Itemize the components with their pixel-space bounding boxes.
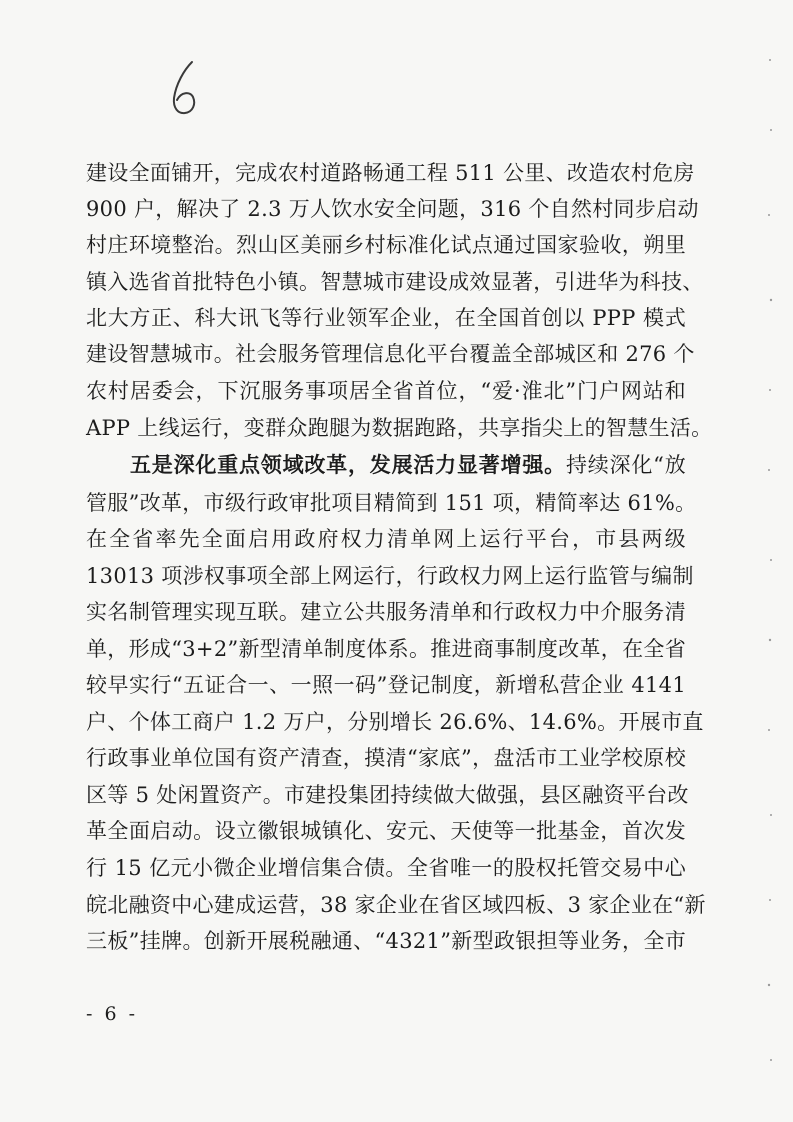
section-heading-continuation: 持续深化“放	[565, 453, 686, 477]
text-line: 北大方正、科大讯飞等行业领军企业，在全国首创以 PPP 模式	[86, 306, 686, 330]
text-line: 建设智慧城市。社会服务管理信息化平台覆盖全部城区和 276 个	[86, 342, 695, 366]
text-line: APP 上线运行，变群众跑腿为数据跑路，共享指尖上的智慧生活。	[86, 416, 713, 440]
text-line: 农村居委会，下沉服务事项居全省首位，“爱·淮北”门户网站和	[86, 379, 686, 403]
text-line: 皖北融资中心建成运营，38 家企业在省区域四板、3 家企业在“新	[86, 893, 706, 917]
text-line: 在全省率先全面启用政府权力清单网上运行平台，市县两级	[86, 527, 686, 551]
page-number: - 6 -	[86, 1003, 139, 1025]
text-line: 户、个体工商户 1.2 万户，分别增长 26.6%、14.6%。开展市直	[86, 710, 704, 734]
section-heading-line	[130, 450, 686, 480]
text-line: 单，形成“3+2”新型清单制度体系。推进商事制度改革，在全省	[86, 637, 686, 661]
text-line: 实名制管理实现互联。建立公共服务清单和行政权力中介服务清	[86, 600, 686, 624]
text-line: 13013 项涉权事项全部上网运行，行政权力网上运行监管与编制	[86, 564, 694, 588]
text-line: 行政事业单位国有资产清查，摸清“家底”，盘活市工业学校原校	[86, 746, 686, 770]
text-line: 村庄环境整治。烈山区美丽乡村标准化试点通过国家验收，朔里	[86, 233, 686, 257]
text-line: 区等 5 处闲置资产。市建投集团持续做大做强，县区融资平台改	[86, 783, 689, 807]
text-line: 900 户，解决了 2.3 万人饮水安全问题，316 个自然村同步启动	[86, 197, 699, 221]
text-line: 建设全面铺开，完成农村道路畅通工程 511 公里、改造农村危房	[86, 161, 695, 185]
text-line: 较早实行“五证合一、一照一码”登记制度，新增私营企业 4141	[86, 673, 686, 697]
text-line: 行 15 亿元小微企业增信集合债。全省唯一的股权托管交易中心	[86, 856, 686, 880]
section-heading: 五是深化重点领域改革，发展活力显著增强。	[130, 452, 566, 477]
handwritten-page-number	[166, 56, 206, 120]
text-line: 管服”改革，市级行政审批项目精简到 151 项，精简率达 61%。	[86, 491, 697, 515]
text-line: 镇入选省首批特色小镇。智慧城市建设成效显著，引进华为科技、	[86, 270, 704, 294]
text-line: 三板”挂牌。创新开展税融通、“4321”新型政银担等业务，全市	[86, 929, 686, 953]
scan-edge-marks	[733, 0, 793, 1122]
text-line: 革全面启动。设立徽银城镇化、安元、天使等一批基金，首次发	[86, 819, 686, 843]
